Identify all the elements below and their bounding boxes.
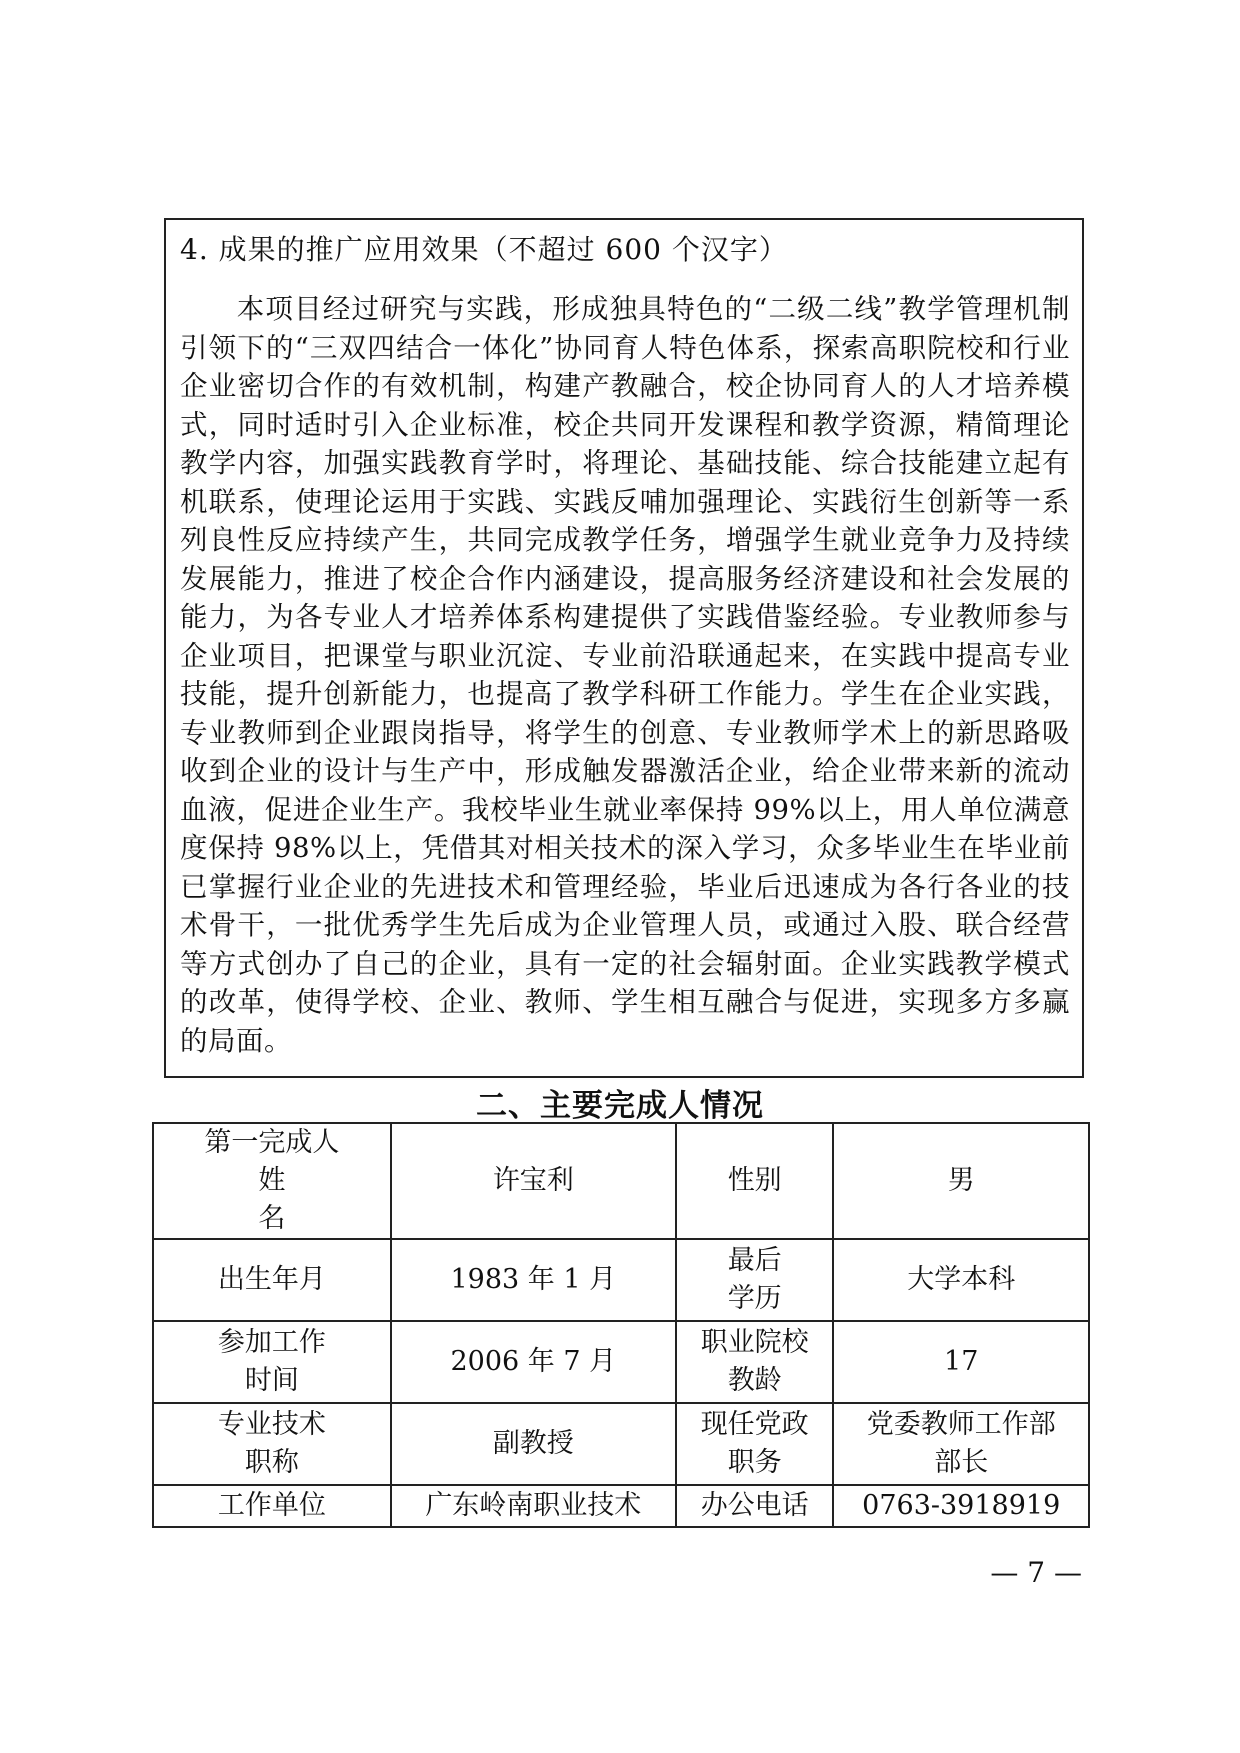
teaching-years-label-line1: 职业院校 xyxy=(700,1327,809,1358)
table-row xyxy=(153,1485,1089,1527)
main-contributor-table xyxy=(152,1122,1090,1528)
name-label-b: 名 xyxy=(258,1203,286,1234)
professional-title-value: 副教授 xyxy=(391,1403,676,1485)
name-value: 许宝利 xyxy=(391,1123,676,1239)
name-label-a: 姓 xyxy=(258,1165,286,1196)
part-title: 二、主要完成人情况 xyxy=(476,1088,764,1124)
current-post-label-line2: 职务 xyxy=(727,1447,782,1478)
current-post-label-line1: 现任党政 xyxy=(700,1409,809,1440)
current-post-line1: 党委教师工作部 xyxy=(866,1409,1056,1440)
name-label-cell xyxy=(153,1123,391,1239)
section-heading: 4. 成果的推广应用效果（不超过 600 个汉字） xyxy=(180,233,788,266)
education-label-line1: 最后 xyxy=(727,1245,782,1276)
table-row xyxy=(153,1123,1089,1239)
current-post-line2: 部长 xyxy=(934,1447,989,1478)
teaching-years-value: 17 xyxy=(833,1321,1089,1403)
work-start-label-line2: 时间 xyxy=(244,1365,299,1396)
work-start-label-cell xyxy=(153,1321,391,1403)
current-post-value-cell xyxy=(833,1403,1089,1485)
current-post-label-cell xyxy=(676,1403,834,1485)
education-value: 大学本科 xyxy=(833,1239,1089,1321)
table-row xyxy=(153,1321,1089,1403)
table-row xyxy=(153,1403,1089,1485)
professional-title-label-line1: 专业技术 xyxy=(217,1409,326,1440)
professional-title-label-line2: 职称 xyxy=(244,1447,299,1478)
achievement-application-section xyxy=(164,218,1084,1078)
work-unit-label: 工作单位 xyxy=(153,1485,391,1527)
table-row xyxy=(153,1239,1089,1321)
education-label-line2: 学历 xyxy=(727,1283,782,1314)
work-start-label-line1: 参加工作 xyxy=(217,1327,326,1358)
office-phone-label: 办公电话 xyxy=(676,1485,834,1527)
work-start-value: 2006 年 7 月 xyxy=(391,1321,676,1403)
page-number: — 7 — xyxy=(990,1556,1082,1589)
section-paragraph: 本项目经过研究与实践，形成独具特色的“二级二线”教学管理机制引领下的“三双四结合一体化”协同育人特色体系，探索高职院校和行业企业密切合作的有效机制，构建产教融合，校企协同育人的人才培养模式，同时适时引入企业标准，校企共同开发课程和教学资源，精简理论教学内容，加强实践教育学时，将理论、基础技能、综合技能建立起有机联系，使理论运用于实践、实践反哺加强理论、实践衍生创新等一系列良性反应持续产生，共同完成教学任务，增强学生就业竞争力及持续发展能力，推进了校企合作内涵建设，提高服务经济建设和社会发展的能力，为各专业人才培养体系构建提供了实践借鉴经验。专业教师参与企业项目，把课堂与职业沉淀、专业前沿联通起来，在实践中提高专业技能，提升创新能力，也提高了教学科研工作能力。学生在企业实践，专业教师到企业跟岗指导，将学生的创意、专业教师学术上的新思路吸收到企业的设计与生产中，形成触发器激活企业，给企业带来新的流动血液，促进企业生产。我校毕业生就业率保持 99%以上，用人单位满意度保持 98%以上，凭借其对相关技术的深入学习，众多毕业生在毕业前已掌握行业企业的先进技术和管理经验，毕业后迅速成为各行各业的技术骨干，一批优秀学生先后成为企业管理人员，或通过入股、联合经营等方式创办了自己的企业，具有一定的社会辐射面。企业实践教学模式的改革，使得学校、企业、教师、学生相互融合与促进，实现多方多赢的局面。 xyxy=(180,293,1070,1057)
name-label-line1: 第一完成人 xyxy=(204,1127,340,1158)
teaching-years-label-line2: 教龄 xyxy=(727,1365,782,1396)
section-body-text xyxy=(180,290,1070,1060)
gender-value: 男 xyxy=(833,1123,1089,1239)
office-phone-value: 0763-3918919 xyxy=(833,1485,1089,1527)
education-label-cell xyxy=(676,1239,834,1321)
teaching-years-label-cell xyxy=(676,1321,834,1403)
birth-value: 1983 年 1 月 xyxy=(391,1239,676,1321)
birth-label: 出生年月 xyxy=(153,1239,391,1321)
work-unit-value: 广东岭南职业技术 xyxy=(391,1485,676,1527)
gender-label: 性别 xyxy=(676,1123,834,1239)
professional-title-label-cell xyxy=(153,1403,391,1485)
